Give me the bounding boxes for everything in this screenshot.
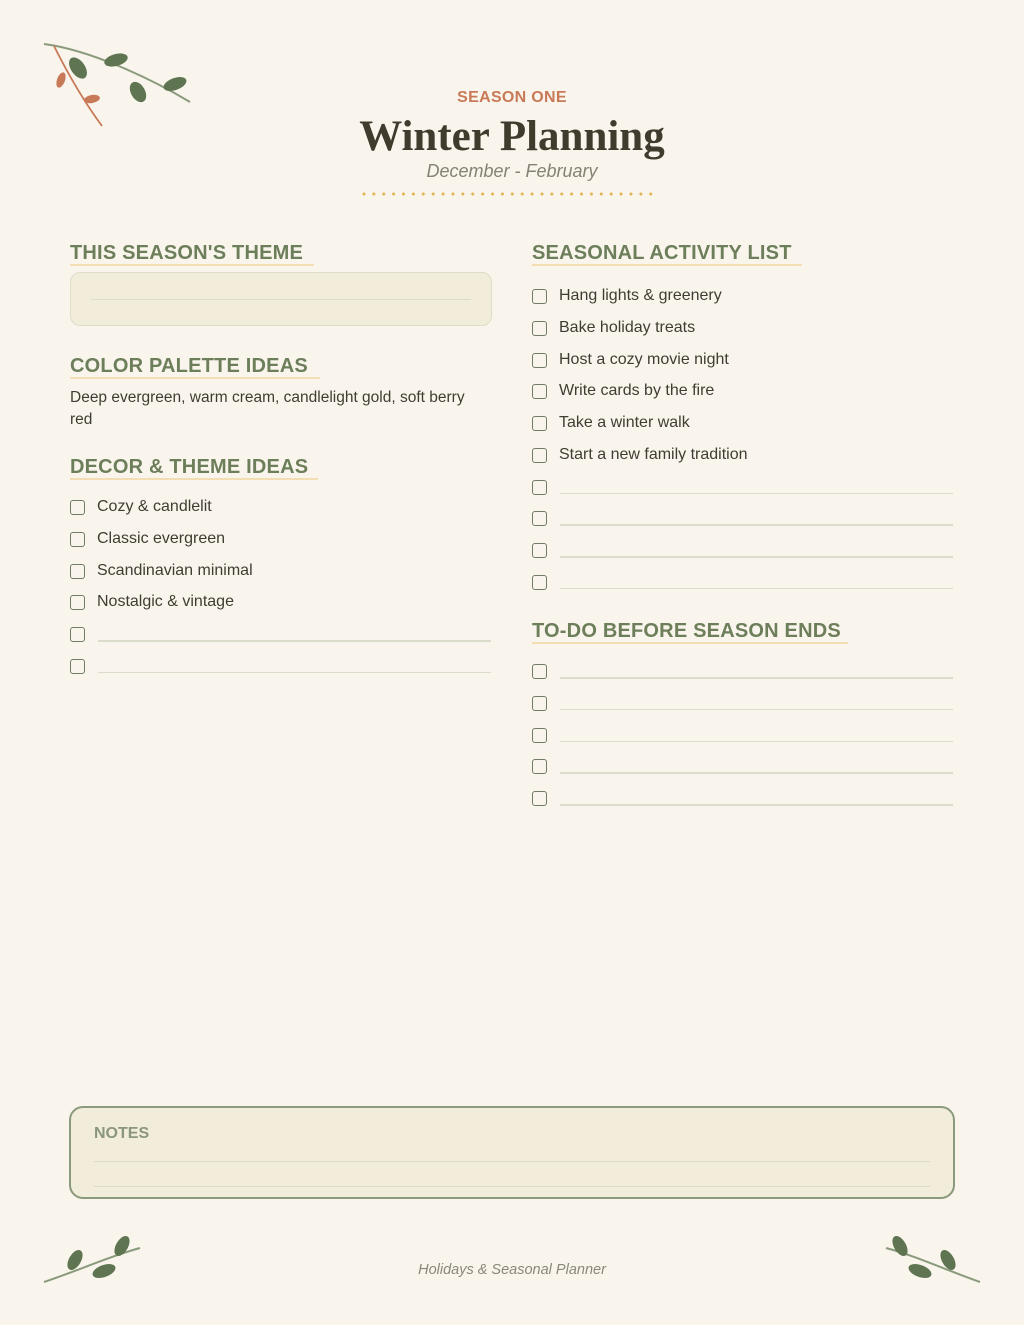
todo-checklist bbox=[532, 664, 953, 823]
checkbox[interactable] bbox=[532, 384, 547, 399]
decor-heading: DECOR & THEME IDEAS bbox=[70, 456, 309, 478]
checklist-item bbox=[70, 627, 491, 659]
notes-box[interactable] bbox=[69, 1106, 955, 1199]
checkbox[interactable] bbox=[532, 575, 547, 590]
decor-checklist bbox=[70, 500, 491, 691]
blank-writing-line[interactable] bbox=[98, 672, 491, 674]
checkbox[interactable] bbox=[532, 664, 547, 679]
checkbox[interactable] bbox=[532, 416, 547, 431]
checklist-item bbox=[532, 445, 953, 480]
checkbox[interactable] bbox=[70, 500, 85, 515]
checklist-item bbox=[532, 350, 953, 385]
checklist-item-label: Nostalgic & vintage bbox=[97, 593, 234, 611]
checkbox[interactable] bbox=[70, 532, 85, 547]
checkbox[interactable] bbox=[70, 595, 85, 610]
checkbox[interactable] bbox=[532, 289, 547, 304]
checklist-item-label: Hang lights & greenery bbox=[559, 287, 722, 304]
heading-underline bbox=[532, 642, 848, 644]
checklist-item bbox=[532, 575, 953, 607]
checklist-item bbox=[532, 289, 953, 321]
blank-writing-line[interactable] bbox=[560, 772, 953, 774]
checklist-item-label: Cozy & candlelit bbox=[97, 498, 212, 515]
checklist-item bbox=[532, 384, 953, 416]
checkbox[interactable] bbox=[532, 353, 547, 368]
checklist-item bbox=[532, 696, 953, 728]
activity-checklist bbox=[532, 289, 953, 607]
date-range: December - February bbox=[426, 161, 598, 181]
checklist-item bbox=[532, 416, 953, 448]
checklist-item-label: Take a winter walk bbox=[559, 414, 690, 431]
checkbox[interactable] bbox=[532, 543, 547, 558]
checklist-item bbox=[70, 659, 491, 691]
page-title: Winter Planning bbox=[359, 113, 665, 160]
checkbox[interactable] bbox=[532, 759, 547, 774]
checklist-item bbox=[70, 595, 491, 627]
checkbox[interactable] bbox=[532, 728, 547, 743]
checklist-item bbox=[532, 543, 953, 575]
heading-underline bbox=[70, 264, 314, 266]
checkbox[interactable] bbox=[532, 480, 547, 495]
writing-line bbox=[91, 299, 471, 300]
theme-heading: THIS SEASON'S THEME bbox=[70, 242, 304, 264]
blank-writing-line[interactable] bbox=[560, 709, 953, 711]
checklist-item bbox=[532, 480, 953, 512]
leaf-sprig-icon bbox=[880, 1232, 984, 1286]
checkbox[interactable] bbox=[70, 564, 85, 579]
theme-input-box[interactable] bbox=[70, 272, 492, 326]
checklist-item bbox=[532, 664, 953, 696]
heading-underline bbox=[70, 478, 318, 480]
checklist-item-label: Start a new family tradition bbox=[559, 445, 748, 463]
blank-writing-line[interactable] bbox=[560, 741, 953, 743]
todo-heading: TO-DO BEFORE SEASON ENDS bbox=[532, 620, 841, 642]
activity-heading: SEASONAL ACTIVITY LIST bbox=[532, 242, 792, 264]
blank-writing-line[interactable] bbox=[98, 640, 491, 642]
checklist-item-label: Host a cozy movie night bbox=[559, 350, 729, 368]
checklist-item bbox=[532, 318, 953, 353]
checkbox[interactable] bbox=[70, 627, 85, 642]
checklist-item bbox=[532, 511, 953, 543]
checklist-item bbox=[532, 759, 953, 791]
blank-writing-line[interactable] bbox=[560, 493, 953, 495]
checkbox[interactable] bbox=[70, 659, 85, 674]
blank-writing-line[interactable] bbox=[560, 588, 953, 590]
checkbox[interactable] bbox=[532, 321, 547, 336]
blank-writing-line[interactable] bbox=[560, 556, 953, 558]
writing-line bbox=[94, 1161, 930, 1162]
blank-writing-line[interactable] bbox=[560, 524, 953, 526]
palette-heading: COLOR PALETTE IDEAS bbox=[70, 355, 308, 377]
checkbox[interactable] bbox=[532, 696, 547, 711]
notes-label: NOTES bbox=[94, 1125, 150, 1142]
checklist-item-label: Scandinavian minimal bbox=[97, 561, 253, 579]
blank-writing-line[interactable] bbox=[560, 804, 953, 806]
checklist-item-label: Write cards by the fire bbox=[559, 382, 715, 400]
checklist-item-label: Classic evergreen bbox=[97, 529, 226, 547]
checklist-item bbox=[532, 791, 953, 823]
dotted-divider bbox=[359, 192, 657, 196]
blank-writing-line[interactable] bbox=[560, 677, 953, 679]
checklist-item bbox=[70, 529, 491, 564]
checklist-item bbox=[532, 728, 953, 760]
heading-underline bbox=[70, 377, 320, 379]
season-kicker: SEASON ONE bbox=[457, 89, 567, 106]
checkbox[interactable] bbox=[532, 791, 547, 806]
heading-underline bbox=[532, 264, 802, 266]
writing-line bbox=[94, 1186, 930, 1187]
footer-text: Holidays & Seasonal Planner bbox=[418, 1262, 606, 1278]
checklist-item-label: Bake holiday treats bbox=[559, 318, 696, 336]
checklist-item bbox=[70, 561, 491, 596]
checkbox[interactable] bbox=[532, 448, 547, 463]
checkbox[interactable] bbox=[532, 511, 547, 526]
palette-text: Deep evergreen, warm cream, candlelight gold, soft berry red bbox=[70, 389, 465, 428]
checklist-item bbox=[70, 500, 491, 532]
